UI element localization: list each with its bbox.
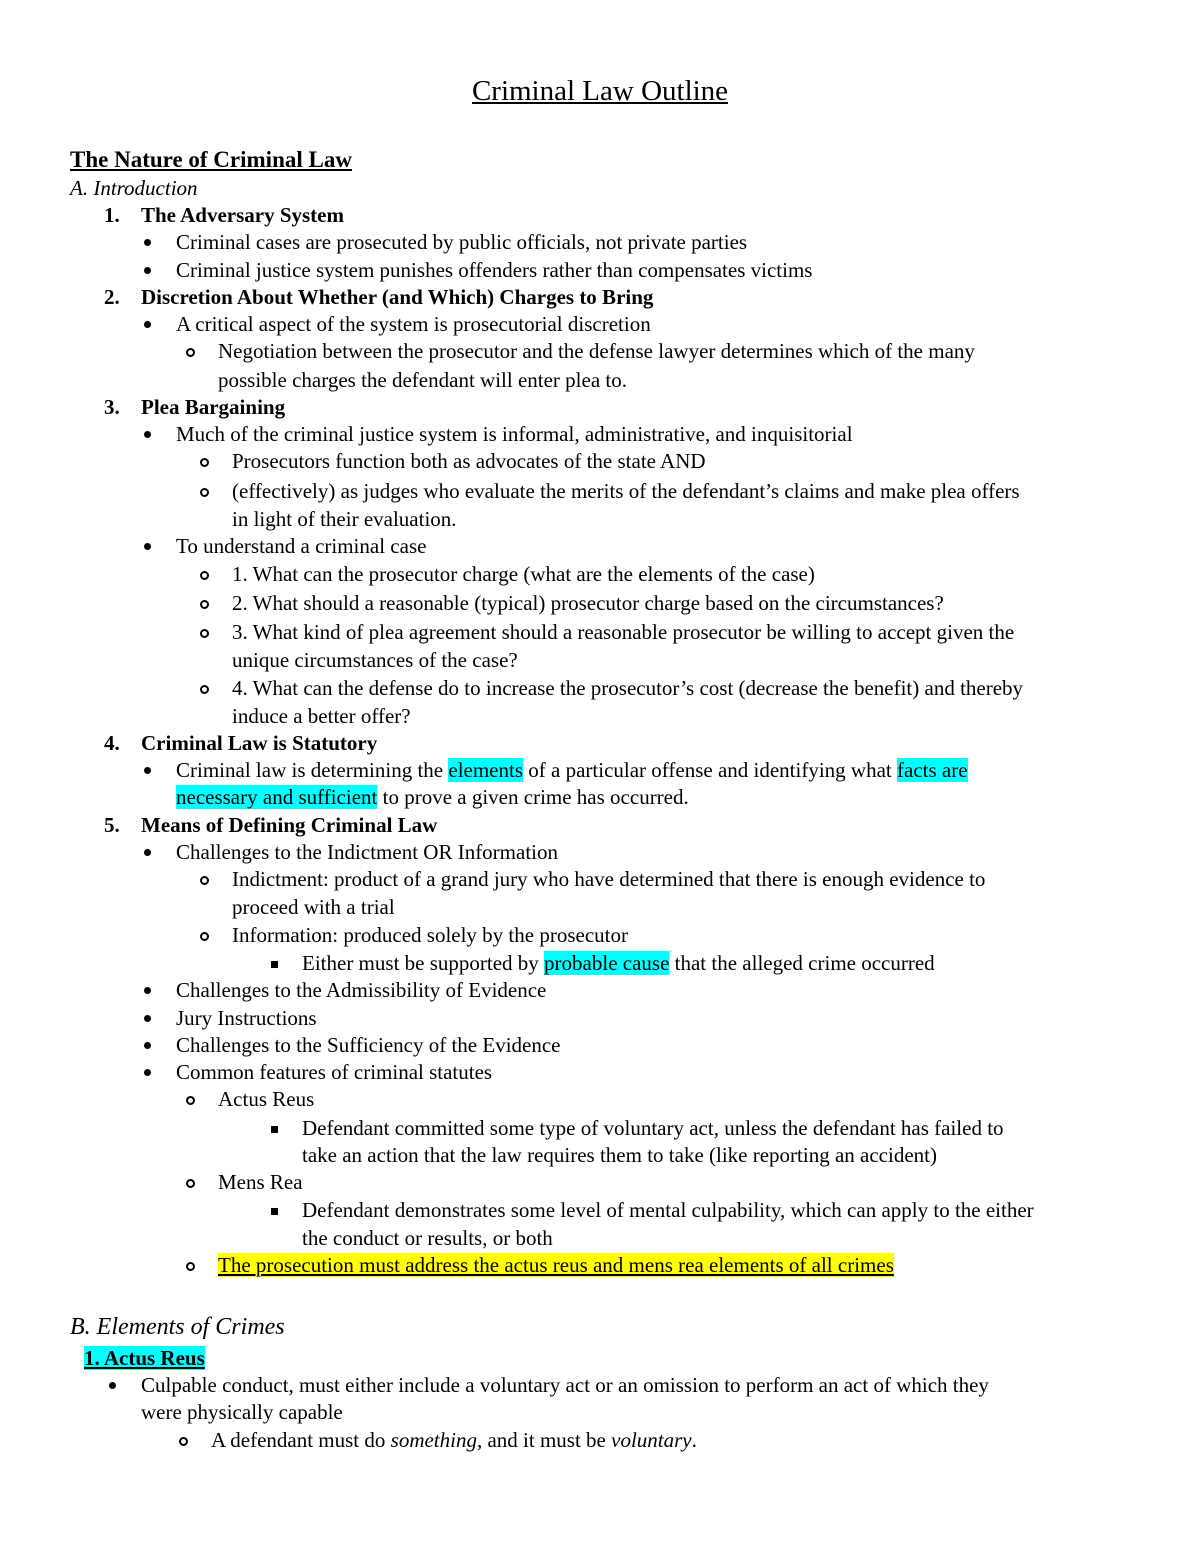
section-heading-elements: B. Elements of Crimes (70, 1314, 285, 1340)
sub-bullet-item: Mens Rea (218, 1170, 303, 1194)
sub-sub-bullet-item: Defendant demonstrates some level of mental culpability, which can apply to the either (302, 1198, 1034, 1222)
section-heading-nature: The Nature of Criminal Law (70, 147, 352, 172)
bullet-item: Challenges to the Sufficiency of the Evidence (176, 1033, 561, 1057)
highlight-probable-cause: probable cause (544, 951, 670, 975)
sub-sub-bullet-item: Either must be supported by probable cause that the alleged crime occurred (302, 951, 935, 975)
page-title: Criminal Law Outline (471, 75, 729, 107)
bullet-continuation: were physically capable (141, 1400, 343, 1424)
sub-bullet-item: 4. What can the defense do to increase the prosecutor’s cost (decrease the benefit) and thereby (232, 676, 1024, 700)
sub-bullet-item: Information: produced solely by the prosecutor (232, 923, 628, 947)
highlight-elements: elements (448, 758, 524, 782)
item-number: 4. (104, 731, 120, 755)
bullet-item: Criminal justice system punishes offenders rather than compensates victims (176, 258, 813, 282)
bullet-item: A critical aspect of the system is prosecutorial discretion (176, 312, 651, 336)
sub-bullet-item: 1. What can the prosecutor charge (what are the elements of the case) (232, 562, 815, 586)
bullet-item: Jury Instructions (176, 1006, 317, 1030)
bullet-item: Criminal law is determining the elements of a particular offense and identifying what facts are (176, 758, 968, 782)
sub-sub-bullet-continuation: take an action that the law requires them to take (like reporting an accident) (302, 1143, 937, 1167)
bullet-item: Common features of criminal statutes (176, 1060, 493, 1084)
bullet-item: Much of the criminal justice system is informal, administrative, and inquisitorial (176, 422, 853, 446)
sub-sub-bullet-continuation: the conduct or results, or both (302, 1226, 553, 1250)
item-number: 5. (104, 813, 120, 837)
highlight-facts: facts are (897, 758, 968, 782)
sub-bullet-continuation: induce a better offer? (232, 704, 411, 728)
bullet-item: Criminal cases are prosecuted by public officials, not private parties (176, 230, 748, 254)
sub-bullet-continuation: unique circumstances of the case? (232, 648, 518, 672)
bullet-item: Culpable conduct, must either include a voluntary act or an omission to perform an act of which they (141, 1373, 989, 1397)
item-number: 2. (104, 285, 120, 309)
item-label-statutory: Criminal Law is Statutory (141, 731, 378, 755)
bullet-continuation: necessary and sufficient to prove a given crime has occurred. (176, 785, 689, 809)
item-label-means: Means of Defining Criminal Law (141, 813, 438, 837)
item-label-adversary-system: The Adversary System (141, 203, 344, 227)
bullet-item: To understand a criminal case (176, 534, 427, 558)
sub-bullet-continuation: proceed with a trial (232, 895, 395, 919)
item-label-discretion: Discretion About Whether (and Which) Charges to Bring (141, 285, 654, 309)
sub-bullet-item: Prosecutors function both as advocates of the state AND (232, 449, 706, 473)
item-label-plea-bargaining: Plea Bargaining (141, 395, 286, 419)
item-number: 1. (104, 203, 120, 227)
sub-bullet-item: (effectively) as judges who evaluate the merits of the defendant’s claims and make plea offers (232, 479, 1020, 503)
highlight-necessary-sufficient: necessary and sufficient (176, 785, 378, 809)
sub-bullet-item: Negotiation between the prosecutor and the defense lawyer determines which of the many (218, 339, 975, 363)
subheading-introduction: A. Introduction (70, 176, 198, 200)
sub-bullet-item-highlighted (218, 1252, 894, 1279)
item-number: 3. (104, 395, 120, 419)
sub-bullet-item: Indictment: product of a grand jury who have determined that there is enough evidence to (232, 867, 986, 891)
sub-bullet-item: 3. What kind of plea agreement should a reasonable prosecutor be willing to accept given the (232, 620, 1015, 644)
bullet-item: Challenges to the Admissibility of Evidence (176, 978, 547, 1002)
sub-bullet-continuation: possible charges the defendant will enter plea to. (218, 368, 627, 392)
sub-bullet-item: 2. What should a reasonable (typical) prosecutor charge based on the circumstances? (232, 591, 944, 615)
highlight-actus-mens-rea: The prosecution must address the actus reus and mens rea elements of all crimes (218, 1253, 894, 1277)
sub-bullet-continuation: in light of their evaluation. (232, 507, 457, 531)
sub-bullet-item: Actus Reus (218, 1087, 315, 1111)
subheading-actus-reus: 1. Actus Reus (84, 1346, 205, 1370)
bullet-item: Challenges to the Indictment OR Information (176, 840, 558, 864)
sub-bullet-item: A defendant must do something, and it must be voluntary. (211, 1428, 697, 1452)
sub-sub-bullet-item: Defendant committed some type of voluntary act, unless the defendant has failed to (302, 1116, 1004, 1140)
